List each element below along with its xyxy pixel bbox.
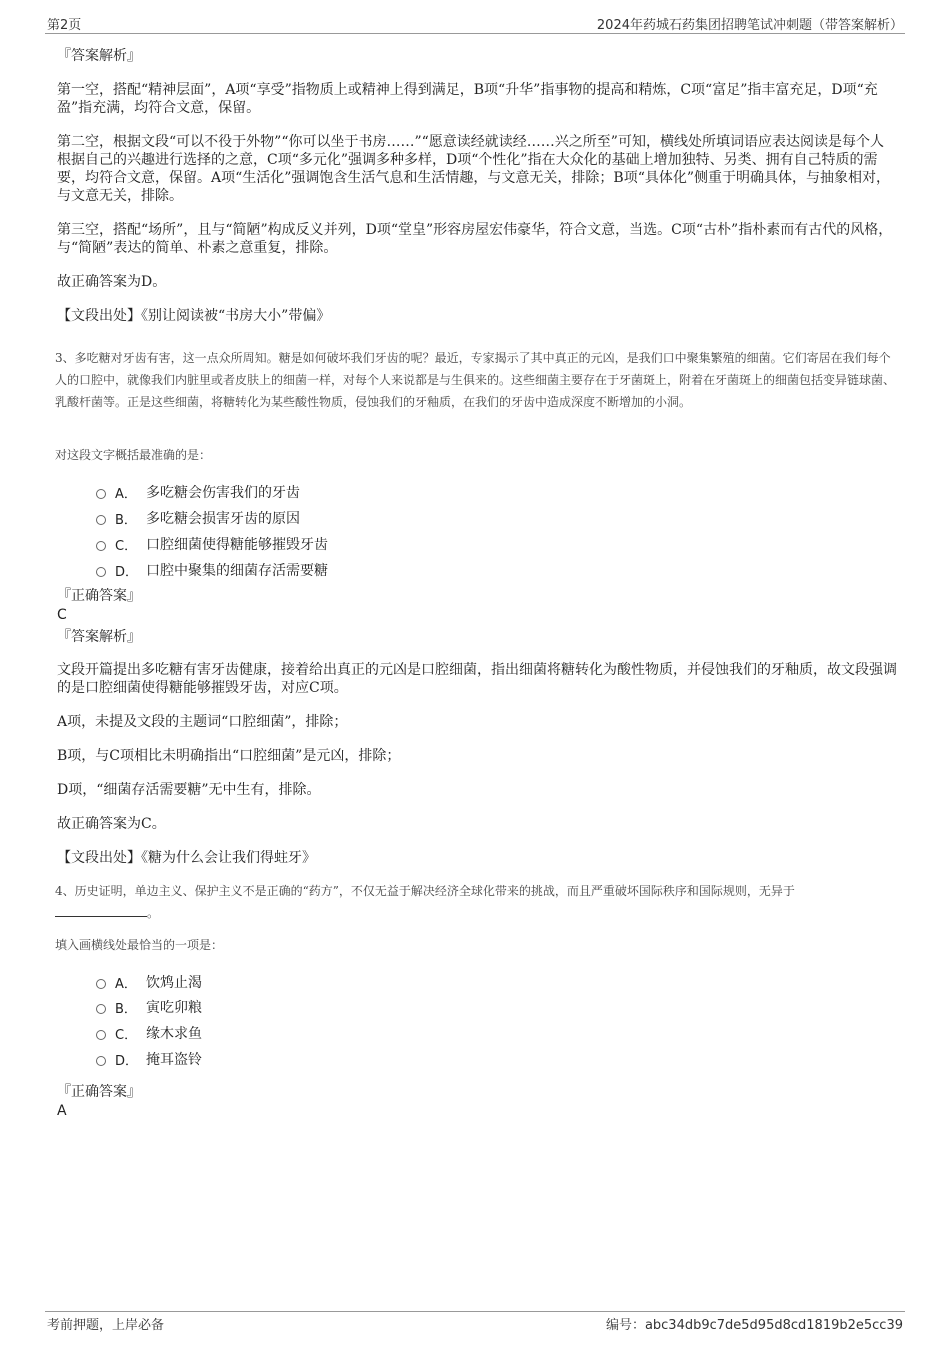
radio-icon[interactable] [96, 1056, 106, 1066]
q4-option-d[interactable]: D． 掩耳盗铃 [96, 1049, 202, 1069]
q3-option-d[interactable]: D． 口腔中聚集的细菌存活需要糖 [96, 560, 328, 580]
radio-icon[interactable] [96, 489, 106, 499]
q3-analysis-a: A项，未提及文段的主题词“口腔细菌”，排除； [57, 714, 348, 730]
footer-divider [45, 1311, 905, 1312]
q4-answer-label: 『正确答案』 [57, 1084, 141, 1100]
q3-analysis-b: B项，与C项相比未明确指出“口腔细菌”是元凶，排除； [57, 748, 401, 764]
q4-option-c[interactable]: C． 缘木求鱼 [96, 1023, 202, 1043]
q4-stem: 4、历史证明，单边主义、保护主义不是正确的“药方”，不仅无益于解决经济全球化带来的挑战，而且严重破坏国际秩序和国际规则，无异于 。 [55, 884, 795, 920]
header-divider [45, 33, 905, 34]
q2-analysis-p1: 第一空，搭配“精神层面”，A项“享受”指物质上或精神上得到满足，B项“升华”指事物的提高和精炼，C项“富足”指丰富充足，D项“充盈”指充满，均符合文意，保留。 [57, 82, 878, 116]
q3-analysis-p1: 文段开篇提出多吃糖有害牙齿健康，接着给出真正的元凶是口腔细菌，指出细菌将糖转化为酸性物质，并侵蚀我们的牙釉质，故文段强调的是口腔细菌使得糖能够摧毁牙齿，对应C项。 [57, 662, 897, 696]
q4-question: 填入画横线处最恰当的一项是： [55, 938, 224, 952]
radio-icon[interactable] [96, 1030, 106, 1040]
radio-icon[interactable] [96, 979, 106, 989]
footer-slogan: 考前押题，上岸必备 [47, 1318, 165, 1333]
document-title: 2024年药城石药集团招聘笔试冲刺题（带答案解析） [596, 18, 903, 33]
q3-answer-label: 『正确答案』 [57, 588, 141, 604]
q4-answer: A [57, 1103, 67, 1119]
q4-option-b[interactable]: B． 寅吃卯粮 [96, 997, 202, 1017]
q2-source: 【文段出处】《别让阅读被“书房大小”带偏》 [57, 308, 331, 324]
q3-source: 【文段出处】《糖为什么会让我们得蛀牙》 [57, 850, 316, 866]
q4-option-a[interactable]: A． 饮鸩止渴 [96, 972, 202, 992]
q2-analysis-label: 『答案解析』 [57, 48, 141, 64]
page-number: 第2页 [47, 18, 82, 33]
radio-icon[interactable] [96, 567, 106, 577]
radio-icon[interactable] [96, 515, 106, 525]
q3-analysis-label: 『答案解析』 [57, 629, 141, 645]
radio-icon[interactable] [96, 1004, 106, 1014]
q3-question: 对这段文字概括最准确的是： [55, 448, 212, 462]
q3-stem: 3、多吃糖对牙齿有害，这一点众所周知。糖是如何破坏我们牙齿的呢？最近，专家揭示了其中真正的元凶，是我们口中聚集繁殖的细菌。它们寄居在我们每个人的口腔中，就像我们内脏里或者皮肤上的细菌一样，对每个人来说都是与生俱来的。这些细菌主要存在于牙菌斑上，附着在牙菌斑上的细菌包括变异链球菌、乳酸杆菌等。正是这些细菌，将糖转化为某些酸性物质，侵蚀我们的牙釉质，在我们的牙齿中造成深度不断增加的小洞。 [55, 351, 896, 409]
answer-blank [55, 906, 147, 917]
q3-option-b[interactable]: B． 多吃糖会损害牙齿的原因 [96, 508, 300, 528]
q3-analysis-d: D项，“细菌存活需要糖”无中生有，排除。 [57, 782, 321, 798]
document-id: 编号：abc34db9c7de5d95d8cd1819b2e5cc39 [605, 1318, 903, 1333]
q2-conclusion: 故正确答案为D。 [57, 274, 167, 290]
q2-analysis-p3: 第三空，搭配“场所”，且与“简陋”构成反义并列，D项“堂皇”形容房屋宏伟豪华，符合文意，当选。C项“古朴”指朴素而有古代的风格，与“简陋”表达的简单、朴素之意重复，排除。 [57, 222, 893, 256]
q3-conclusion: 故正确答案为C。 [57, 816, 166, 832]
radio-icon[interactable] [96, 541, 106, 551]
q2-analysis-p2: 第二空，根据文段“可以不役于外物”“你可以坐于书房……”“愿意读经就读经……兴之所至”可知，横线处所填词语应表达阅读是每个人根据自己的兴趣进行选择的之意，C项“多元化”强调多种多样，D项“个性化”指在大众化的基础上增加独特、另类、拥有自己特质的需要，均符合文意，保留。A项“生活化”强调饱含生活气息和生活情趣，与文意无关，排除；B项“具体化”侧重于明确具体，与抽象相对，与文意无关，排除。 [57, 134, 891, 204]
q3-answer: C [57, 607, 67, 623]
q3-option-a[interactable]: A． 多吃糖会伤害我们的牙齿 [96, 482, 300, 502]
q3-option-c[interactable]: C． 口腔细菌使得糖能够摧毁牙齿 [96, 534, 328, 554]
